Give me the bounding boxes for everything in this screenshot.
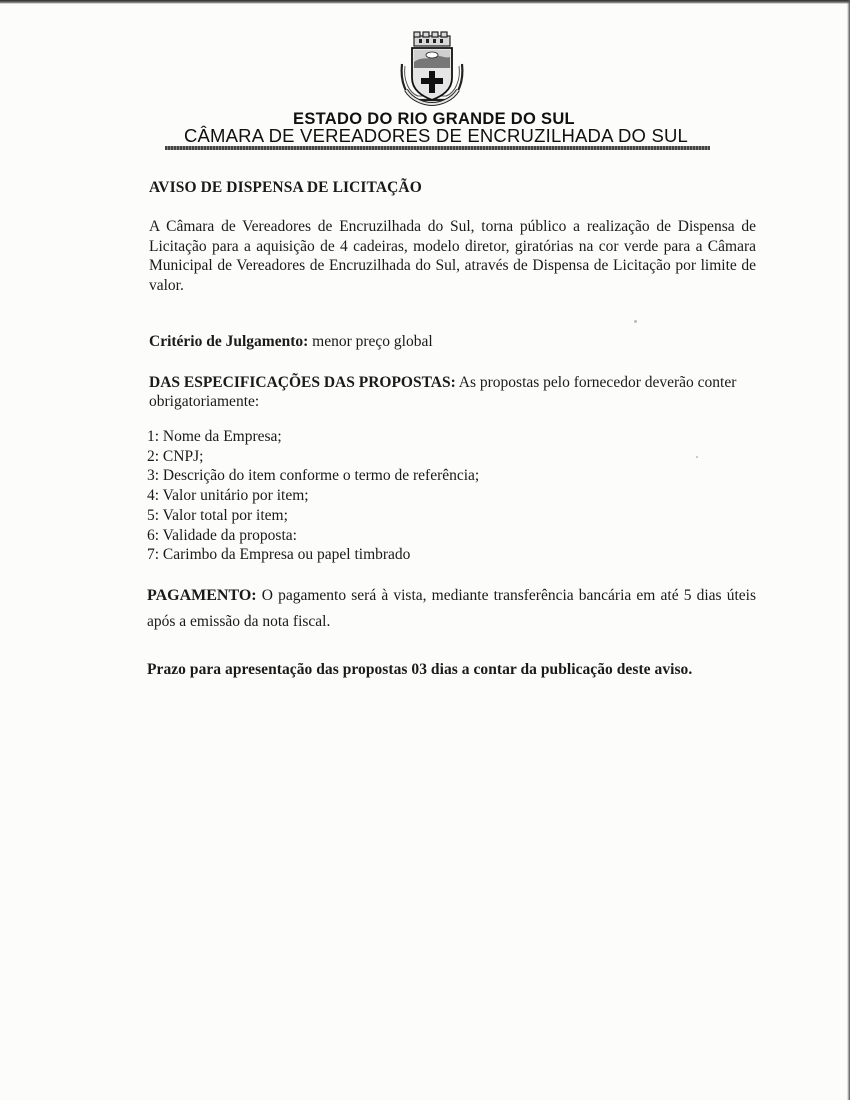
list-item: 4: Valor unitário por item; <box>147 487 309 505</box>
document-title: AVISO DE DISPENSA DE LICITAÇÃO <box>149 179 422 196</box>
list-item: 3: Descrição do item conforme o termo de referência; <box>147 467 480 485</box>
payment-text: O pagamento será à vista, mediante transferência bancária em até 5 dias úteis após a emissão da nota fiscal. <box>147 587 756 630</box>
criterion-value: menor preço global <box>308 333 433 350</box>
spec-list <box>147 427 479 565</box>
header-state: ESTADO DO RIO GRANDE DO SUL <box>293 110 575 128</box>
list-item: 6: Validade da proposta: <box>147 526 297 544</box>
scan-speck <box>634 320 637 323</box>
scan-speck <box>696 456 698 458</box>
header-chamber: CÂMARA DE VEREADORES DE ENCRUZILHADA DO SUL <box>183 125 689 146</box>
criterion-label: Critério de Julgamento: <box>149 333 309 350</box>
specs-label: DAS ESPECIFICAÇÕES DAS PROPOSTAS: <box>149 374 456 391</box>
municipal-coat-of-arms-icon <box>396 30 468 106</box>
list-item: 5: Valor total por item; <box>147 506 288 524</box>
header-divider <box>165 146 710 150</box>
specs-text: As propostas pelo fornecedor deverão conter obrigatoriamente: <box>149 374 737 410</box>
list-item: 7: Carimbo da Empresa ou papel timbrado <box>147 546 411 564</box>
list-item: 2: CNPJ; <box>147 447 204 465</box>
payment-label: PAGAMENTO: <box>147 587 257 604</box>
specifications-paragraph <box>149 373 749 411</box>
intro-paragraph: A Câmara de Vereadores de Encruzilhada do Sul, torna público a realização de Dispensa de Licitação para a aquisição de 4 cadeiras, modelo diretor, giratórias na cor verde para a Câmara Municipal de Vereadores de Encruzilhada do Sul, através de Dispensa de Licitação por limite de valor. <box>149 218 756 294</box>
judgment-criterion <box>149 333 433 351</box>
page-edge-top <box>0 0 850 4</box>
list-item: 1: Nome da Empresa; <box>147 428 282 445</box>
deadline-notice: Prazo para apresentação das propostas 03 dias a contar da publicação deste aviso. <box>147 661 693 678</box>
payment-paragraph <box>147 583 756 635</box>
